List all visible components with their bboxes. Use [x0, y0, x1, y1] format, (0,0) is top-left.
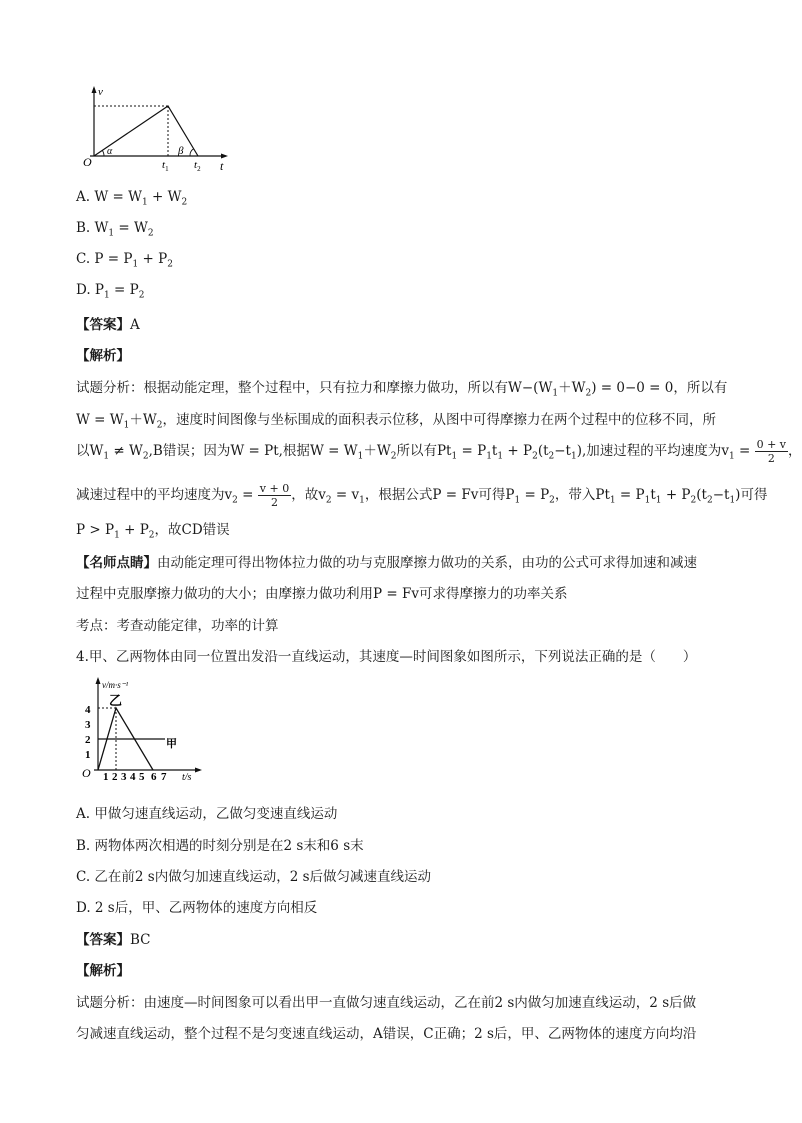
analysis-label-q3: 【解析】 [76, 348, 130, 364]
answer-q3: 【答案】A [76, 317, 140, 333]
xtick-2: 2 [112, 771, 118, 783]
jia-label: 甲 [166, 737, 177, 750]
xtick-5: 5 [139, 771, 145, 783]
analysis-q3-line2: $W = W_1+W_2$，速度时间图像与坐标围成的面积表示位移，从图中可得摩擦力在两个过程中的位移不同，所 [76, 412, 717, 431]
t-axis-arrow [195, 768, 202, 773]
x-axis-label: t/s [182, 772, 192, 783]
ytick-1: 1 [85, 749, 91, 761]
option-d: D. $P_1 = P_2$ [76, 282, 145, 301]
alpha-label: α [107, 146, 113, 157]
analysis-q3-line5: $P > P_1 + P_2$，故CD错误 [76, 522, 230, 541]
v-label: v [98, 86, 103, 98]
origin-label: O [82, 766, 91, 780]
xtick-3: 3 [121, 771, 127, 783]
beta-label: β [178, 145, 184, 157]
q4-option-a: A. 甲做匀速直线运动，乙做匀变速直线运动 [76, 806, 338, 822]
v-t-graph-1 [82, 84, 232, 176]
y-axis-label: v/m·s⁻¹ [102, 680, 129, 690]
ytick-2: 2 [85, 734, 91, 746]
q4-option-d: D. 2 s后，甲、乙两物体的速度方向相反 [76, 900, 318, 916]
origin-label: O [83, 155, 92, 169]
t2-label: $t_2$ [194, 159, 201, 173]
t1-label: $t_1$ [162, 159, 169, 173]
xtick-6: 6 [151, 771, 157, 783]
t-label: t [220, 159, 224, 173]
analysis-q4-line1: 试题分析：由速度—时间图象可以看出甲一直做匀速直线运动，乙在前2 s内做匀加速直线运动，2 s后做 [76, 995, 697, 1011]
v-axis-arrow [96, 677, 101, 684]
v-t-graph-2 [78, 674, 218, 784]
alpha-arc [102, 150, 104, 156]
q4-option-b: B. 两物体两次相遇的时刻分别是在2 s末和6 s末 [76, 838, 364, 854]
tip-q3-line2: 过程中克服摩擦力做功的大小；由摩擦力做功利用P = Fv可求得摩擦力的功率关系 [76, 586, 568, 602]
xtick-1: 1 [103, 771, 109, 783]
q4-option-c: C. 乙在前2 s内做匀加速直线运动，2 s后做匀减速直线运动 [76, 869, 432, 885]
option-c: C. $P = P_1 + P_2$ [76, 251, 173, 270]
beta-arc [190, 149, 194, 156]
kaodian-q3: 考点：考查动能定律，功率的计算 [76, 618, 279, 634]
option-a: A. $W = W_1 + W_2$ [76, 189, 188, 208]
xtick-4: 4 [130, 771, 136, 783]
xtick-7: 7 [161, 771, 167, 783]
analysis-q3-line3: 以$W_1 \ne W_2,B$错误；因为W = Pt,根据$W = W_1+W_2$所以有$Pt_1 = P_1t_1 + P_2(t_2-t_1)$,加速过程的平均速度为$v_1$ = $\frac{0 + v}{2}$ ， [76, 438, 802, 465]
t-axis-arrow [221, 154, 228, 159]
ytick-4: 4 [85, 704, 91, 716]
ytick-3: 3 [85, 719, 91, 731]
q4-stem: 4.甲、乙两物体由同一位置出发沿一直线运动，其速度—时间图象如图所示，下列说法正确的是（ ） [76, 649, 697, 665]
yi-label: 乙 [109, 694, 123, 709]
analysis-label-q4: 【解析】 [76, 963, 130, 979]
analysis-q3-line4: 减速过程中的平均速度为$v_2$ = $\frac{v + 0}{2}$ ，故$v_2 = v_1$，根据公式P = Fv可得$P_1 = P_2$，带入$Pt_1 = P_1t_1 + P_2(t_2-t_1)$可得 [76, 482, 768, 509]
v-axis-arrow [92, 86, 97, 93]
answer-q4: 【答案】BC [76, 932, 151, 948]
tip-q3-line1: 【名师点睛】由动能定理可得出物体拉力做的功与克服摩擦力做功的关系，由功的公式可求得加速和减速 [76, 555, 697, 571]
option-b: B. $W_1 = W_2$ [76, 220, 154, 239]
analysis-q3-line1: 试题分析：根据动能定理，整个过程中，只有拉力和摩擦力做功，所以有$W-(W_1+W_2) = 0-0 = 0$，所以有 [76, 380, 728, 399]
analysis-q4-line2: 匀减速直线运动，整个过程不是匀变速直线运动，A错误，C正确；2 s后，甲、乙两物体的速度方向均沿 [76, 1026, 697, 1042]
